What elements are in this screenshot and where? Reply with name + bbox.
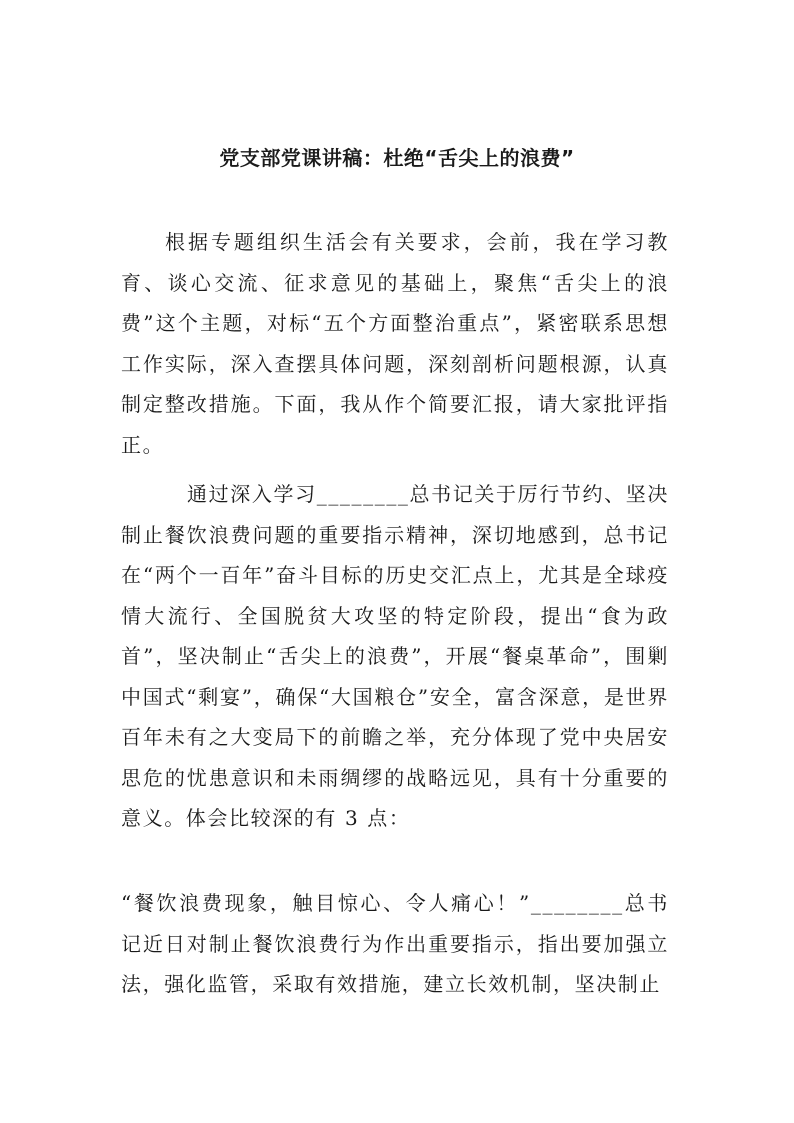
page-title: 党支部党课讲稿：杜绝“舌尖上的浪费” — [219, 146, 575, 170]
paragraph-intro: 根据专题组织生活会有关要求，会前，我在学习教育、谈心交流、征求意见的基础上，聚焦“舌尖上的浪费”这个主题，对标“五个方面整治重点”，紧密联系思想工作实际，深入查摆具体问题，深刻剖析问题根源，认真制定整改措施。下面，我从作个简要汇报，请大家批评指正。 — [121, 230, 669, 457]
paragraph-study: 通过深入学习________总书记关于厉行节约、坚决制止餐饮浪费问题的重要指示精神，深切地感到，总书记在“两个一百年”奋斗目标的历史交汇点上，尤其是全球疫情大流行、全国脱贫大攻坚的特定阶段，提出“食为政首”，坚决制止“舌尖上的浪费”，开展“餐桌革命”，围剿中国式“剩宴”，确保“大国粮仓”安全，富含深意，是世界百年未有之大变局下的前瞻之举，充分体现了党中央居安思危的忧患意识和未雨绸缪的战略远见，具有十分重要的意义。体会比较深的有 3 点： — [121, 482, 669, 830]
paragraph-quote: “餐饮浪费现象，触目惊心、令人痛心！”________总书记近日对制止餐饮浪费行为作出重要指示，指出要加强立法，强化监管，采取有效措施，建立长效机制，坚决制止 — [121, 891, 669, 996]
